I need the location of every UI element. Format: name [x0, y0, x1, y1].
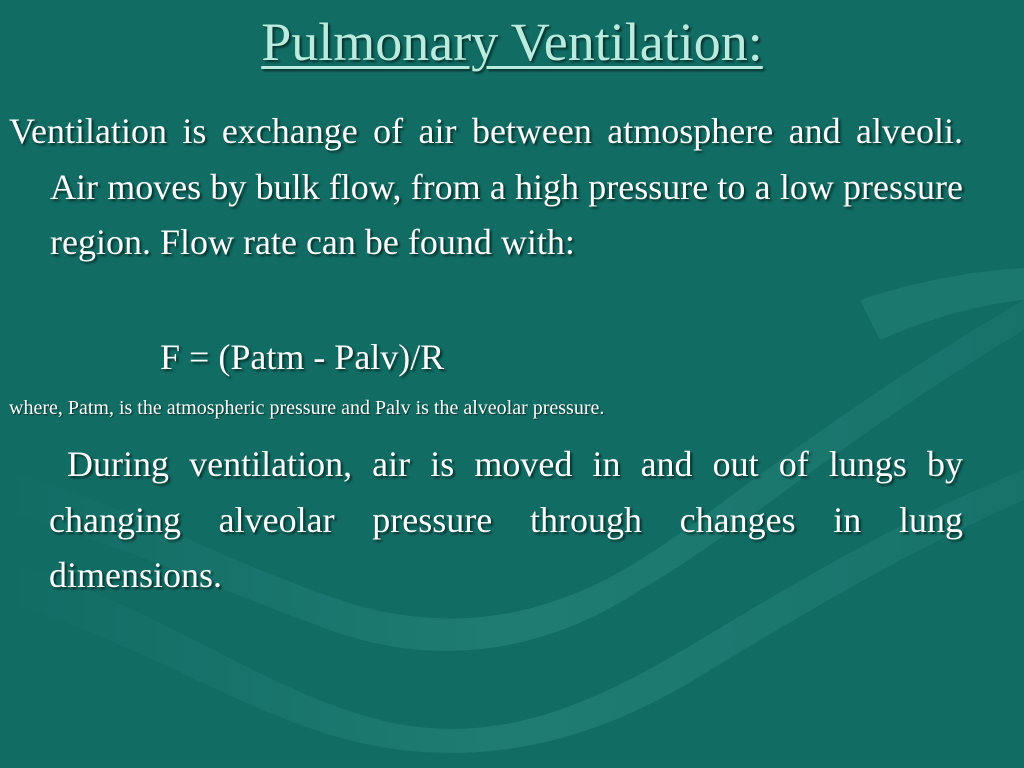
flow-rate-formula: F = (Patm - Palv)/R [160, 337, 445, 377]
paragraph-ventilation-definition: Ventilation is exchange of air between atmosphere and alveoli. Air moves by bulk flow, from a high pressure to a low pressure region. Flow rate can be found with: [9, 111, 963, 262]
slide-title: Pulmonary Ventilation: [261, 12, 763, 72]
paragraph-ventilation-process: During ventilation, air is moved in and out of lungs by changing alveolar pressure through changes in lung dimensions. [49, 444, 963, 595]
formula-note: where, Patm, is the atmospheric pressure and Palv is the alveolar pressure. [9, 397, 605, 419]
